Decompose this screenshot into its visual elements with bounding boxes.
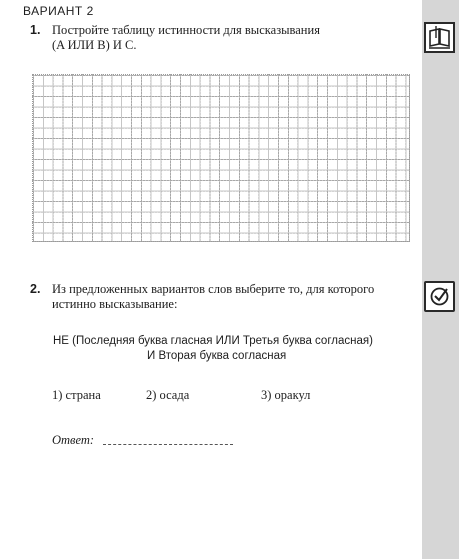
option-1: 1) страна [52, 388, 101, 402]
option-2: 2) осада [146, 388, 190, 402]
answer-grid[interactable] [32, 74, 410, 242]
variant-title: ВАРИАНТ 2 [23, 4, 94, 18]
task-1-text-line-1: Постройте таблицу истинности для высказывания [52, 23, 320, 37]
answer-input-line[interactable] [103, 444, 233, 445]
task-1-number: 1. [30, 23, 41, 37]
answer-label: Ответ: [52, 433, 95, 447]
task-2-text-line-1: Из предложенных вариантов слов выберите то, для которого [52, 282, 375, 296]
page-edge-strip [422, 0, 459, 559]
task-2-text-line-2: истинно высказывание: [52, 297, 178, 311]
checkmark-icon [424, 281, 455, 312]
option-3: 3) оракул [261, 388, 311, 402]
task-2-number: 2. [30, 282, 41, 296]
logic-expression-line-2: И Вторая буква согласная [147, 350, 287, 362]
book-icon [424, 22, 455, 53]
task-1-text-line-2: (A ИЛИ B) И C. [52, 38, 137, 52]
logic-expression-line-1: НЕ (Последняя буква гласная ИЛИ Третья буква согласная) [53, 335, 373, 347]
